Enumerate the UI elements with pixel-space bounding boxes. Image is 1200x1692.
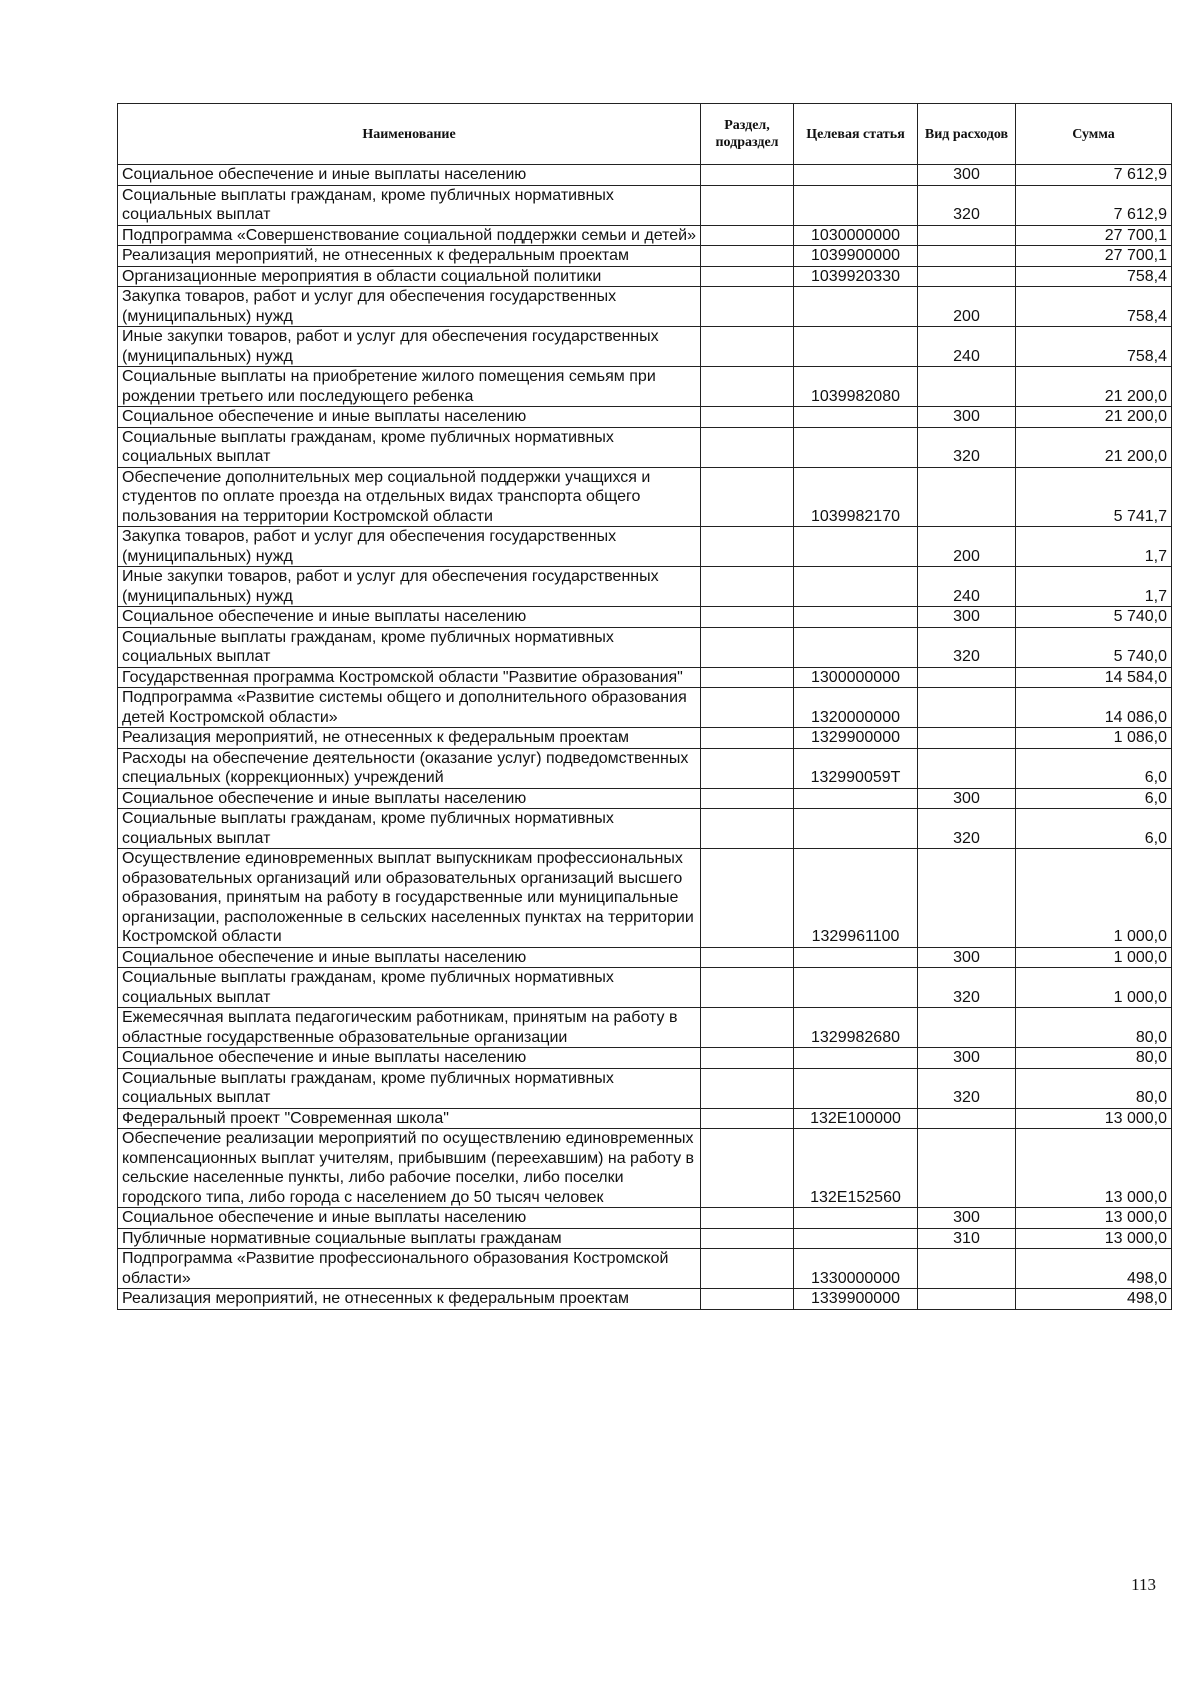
cell-name: Подпрограмма «Развитие профессионального образования Костромской области»: [118, 1249, 701, 1289]
cell-article: 1329982680: [794, 1008, 918, 1048]
table-row: [118, 688, 1172, 728]
table-row: [118, 407, 1172, 428]
cell-kind: [918, 266, 1016, 287]
table-row: [118, 1068, 1172, 1108]
cell-section: [701, 1228, 794, 1249]
cell-kind: [918, 1108, 1016, 1129]
cell-kind: [918, 1249, 1016, 1289]
cell-kind: 300: [918, 947, 1016, 968]
cell-section: [701, 667, 794, 688]
cell-kind: 300: [918, 407, 1016, 428]
cell-name: Реализация мероприятий, не отнесенных к федеральным проектам: [118, 728, 701, 749]
cell-article: 132Е152560: [794, 1129, 918, 1208]
table-row: [118, 1008, 1172, 1048]
cell-sum: 1 000,0: [1016, 968, 1172, 1008]
cell-name: Иные закупки товаров, работ и услуг для обеспечения государственных (муниципальных) нужд: [118, 567, 701, 607]
cell-sum: 80,0: [1016, 1068, 1172, 1108]
cell-section: [701, 246, 794, 267]
cell-section: [701, 627, 794, 667]
cell-sum: 1 086,0: [1016, 728, 1172, 749]
cell-sum: 13 000,0: [1016, 1228, 1172, 1249]
cell-sum: 6,0: [1016, 809, 1172, 849]
cell-name: Социальное обеспечение и иные выплаты населению: [118, 407, 701, 428]
cell-sum: 7 612,9: [1016, 185, 1172, 225]
cell-name: Социальное обеспечение и иные выплаты населению: [118, 947, 701, 968]
table-row: [118, 225, 1172, 246]
cell-sum: 13 000,0: [1016, 1208, 1172, 1229]
cell-sum: 6,0: [1016, 788, 1172, 809]
cell-section: [701, 1008, 794, 1048]
header-sum: Сумма: [1016, 104, 1172, 165]
cell-section: [701, 225, 794, 246]
cell-name: Социальное обеспечение и иные выплаты населению: [118, 788, 701, 809]
cell-kind: 320: [918, 1068, 1016, 1108]
cell-article: [794, 165, 918, 186]
table-row: [118, 467, 1172, 527]
table-row: [118, 287, 1172, 327]
cell-article: 1039982170: [794, 467, 918, 527]
cell-section: [701, 748, 794, 788]
table-row: [118, 1249, 1172, 1289]
cell-name: Публичные нормативные социальные выплаты гражданам: [118, 1228, 701, 1249]
cell-section: [701, 688, 794, 728]
cell-name: Подпрограмма «Совершенствование социальной поддержки семьи и детей»: [118, 225, 701, 246]
cell-kind: 240: [918, 567, 1016, 607]
cell-section: [701, 427, 794, 467]
table-row: [118, 728, 1172, 749]
cell-kind: 240: [918, 327, 1016, 367]
cell-section: [701, 788, 794, 809]
cell-section: [701, 527, 794, 567]
cell-sum: 13 000,0: [1016, 1108, 1172, 1129]
cell-sum: 13 000,0: [1016, 1129, 1172, 1208]
cell-sum: 80,0: [1016, 1048, 1172, 1069]
cell-name: Организационные мероприятия в области социальной политики: [118, 266, 701, 287]
cell-kind: 320: [918, 809, 1016, 849]
cell-name: Социальные выплаты гражданам, кроме публичных нормативных социальных выплат: [118, 809, 701, 849]
cell-article: [794, 788, 918, 809]
table-row: [118, 1208, 1172, 1229]
cell-kind: [918, 667, 1016, 688]
cell-article: 132Е100000: [794, 1108, 918, 1129]
cell-kind: 310: [918, 1228, 1016, 1249]
cell-name: Социальные выплаты гражданам, кроме публичных нормативных социальных выплат: [118, 627, 701, 667]
cell-name: Социальные выплаты гражданам, кроме публичных нормативных социальных выплат: [118, 968, 701, 1008]
table-row: [118, 427, 1172, 467]
cell-name: Социальное обеспечение и иные выплаты населению: [118, 165, 701, 186]
cell-kind: 300: [918, 607, 1016, 628]
page-number: 113: [1131, 1575, 1156, 1594]
cell-sum: 758,4: [1016, 327, 1172, 367]
cell-kind: 300: [918, 165, 1016, 186]
cell-article: 1039920330: [794, 266, 918, 287]
table-row: [118, 667, 1172, 688]
cell-name: Реализация мероприятий, не отнесенных к федеральным проектам: [118, 246, 701, 267]
table-row: [118, 607, 1172, 628]
cell-name: Закупка товаров, работ и услуг для обеспечения государственных (муниципальных) нужд: [118, 527, 701, 567]
table-row: [118, 788, 1172, 809]
cell-article: [794, 1228, 918, 1249]
cell-kind: [918, 246, 1016, 267]
cell-name: Социальные выплаты на приобретение жилого помещения семьям при рождении третьего или последующего ребенка: [118, 367, 701, 407]
cell-article: [794, 607, 918, 628]
cell-kind: [918, 467, 1016, 527]
cell-sum: 5 741,7: [1016, 467, 1172, 527]
cell-kind: 320: [918, 627, 1016, 667]
cell-section: [701, 849, 794, 948]
table-row: [118, 185, 1172, 225]
cell-sum: 27 700,1: [1016, 225, 1172, 246]
table-row: [118, 246, 1172, 267]
cell-section: [701, 809, 794, 849]
table-row: [118, 947, 1172, 968]
cell-name: Социальные выплаты гражданам, кроме публичных нормативных социальных выплат: [118, 427, 701, 467]
cell-kind: 320: [918, 185, 1016, 225]
cell-kind: 300: [918, 788, 1016, 809]
cell-section: [701, 1249, 794, 1289]
cell-article: 1030000000: [794, 225, 918, 246]
cell-article: 1300000000: [794, 667, 918, 688]
cell-section: [701, 467, 794, 527]
cell-name: Иные закупки товаров, работ и услуг для обеспечения государственных (муниципальных) нужд: [118, 327, 701, 367]
cell-kind: 300: [918, 1208, 1016, 1229]
table-row: [118, 748, 1172, 788]
table-row: [118, 809, 1172, 849]
cell-sum: 498,0: [1016, 1249, 1172, 1289]
cell-article: [794, 327, 918, 367]
cell-article: [794, 567, 918, 607]
cell-kind: [918, 1129, 1016, 1208]
cell-name: Социальное обеспечение и иные выплаты населению: [118, 1208, 701, 1229]
cell-name: Государственная программа Костромской области "Развитие образования": [118, 667, 701, 688]
cell-kind: [918, 367, 1016, 407]
cell-section: [701, 968, 794, 1008]
cell-article: [794, 427, 918, 467]
table-row: [118, 266, 1172, 287]
table-row: [118, 367, 1172, 407]
table-row: [118, 968, 1172, 1008]
cell-article: 1039900000: [794, 246, 918, 267]
table-row: [118, 849, 1172, 948]
header-name: Наименование: [118, 104, 701, 165]
cell-section: [701, 367, 794, 407]
cell-name: Осуществление единовременных выплат выпускникам профессиональных образовательных организаций или образовательных организаций высшего образования, принятым на работу в государственные или муниципальные организации, расположенные в сельских населенных пунктах на территории Костромской области: [118, 849, 701, 948]
cell-kind: [918, 1289, 1016, 1310]
table-row: [118, 627, 1172, 667]
cell-section: [701, 1048, 794, 1069]
cell-section: [701, 287, 794, 327]
header-article: Целевая статья: [794, 104, 918, 165]
cell-section: [701, 1289, 794, 1310]
cell-section: [701, 1068, 794, 1108]
cell-section: [701, 728, 794, 749]
cell-sum: 758,4: [1016, 287, 1172, 327]
cell-article: 1330000000: [794, 1249, 918, 1289]
cell-sum: 758,4: [1016, 266, 1172, 287]
cell-article: [794, 947, 918, 968]
cell-kind: [918, 849, 1016, 948]
cell-kind: [918, 748, 1016, 788]
table-row: [118, 1228, 1172, 1249]
cell-section: [701, 1208, 794, 1229]
header-kind: Вид расходов: [918, 104, 1016, 165]
cell-sum: 498,0: [1016, 1289, 1172, 1310]
table-row: [118, 1108, 1172, 1129]
budget-table: [117, 103, 1172, 1310]
cell-sum: 5 740,0: [1016, 607, 1172, 628]
cell-name: Закупка товаров, работ и услуг для обеспечения государственных (муниципальных) нужд: [118, 287, 701, 327]
header-section: Раздел, подраздел: [701, 104, 794, 165]
cell-kind: 320: [918, 968, 1016, 1008]
cell-article: [794, 968, 918, 1008]
cell-name: Федеральный проект "Современная школа": [118, 1108, 701, 1129]
cell-sum: 1 000,0: [1016, 849, 1172, 948]
cell-name: Социальное обеспечение и иные выплаты населению: [118, 1048, 701, 1069]
cell-article: 132990059Т: [794, 748, 918, 788]
table-body: [118, 165, 1172, 1310]
cell-kind: [918, 688, 1016, 728]
document-page: [117, 103, 1171, 1310]
cell-sum: 27 700,1: [1016, 246, 1172, 267]
cell-section: [701, 327, 794, 367]
cell-kind: [918, 225, 1016, 246]
table-row: [118, 1289, 1172, 1310]
cell-kind: 200: [918, 287, 1016, 327]
table-row: [118, 567, 1172, 607]
table-row: [118, 527, 1172, 567]
cell-section: [701, 407, 794, 428]
cell-article: 1329961100: [794, 849, 918, 948]
cell-section: [701, 567, 794, 607]
cell-name: Социальное обеспечение и иные выплаты населению: [118, 607, 701, 628]
cell-section: [701, 947, 794, 968]
cell-article: [794, 1068, 918, 1108]
cell-sum: 80,0: [1016, 1008, 1172, 1048]
cell-sum: 14 584,0: [1016, 667, 1172, 688]
cell-section: [701, 266, 794, 287]
cell-name: Социальные выплаты гражданам, кроме публичных нормативных социальных выплат: [118, 1068, 701, 1108]
cell-article: [794, 407, 918, 428]
cell-sum: 5 740,0: [1016, 627, 1172, 667]
cell-article: 1329900000: [794, 728, 918, 749]
cell-sum: 1,7: [1016, 567, 1172, 607]
cell-article: 1339900000: [794, 1289, 918, 1310]
cell-sum: 1 000,0: [1016, 947, 1172, 968]
cell-sum: 21 200,0: [1016, 407, 1172, 428]
table-row: [118, 327, 1172, 367]
cell-article: [794, 287, 918, 327]
cell-name: Подпрограмма «Развитие системы общего и дополнительного образования детей Костромской области»: [118, 688, 701, 728]
cell-name: Социальные выплаты гражданам, кроме публичных нормативных социальных выплат: [118, 185, 701, 225]
cell-name: Обеспечение реализации мероприятий по осуществлению единовременных компенсационных выплат учителям, прибывшим (переехавшим) на работу в сельские населенные пункты, либо рабочие поселки, либо поселки городского типа, либо города с населением до 50 тысяч человек: [118, 1129, 701, 1208]
cell-article: 1320000000: [794, 688, 918, 728]
cell-article: [794, 1208, 918, 1229]
cell-article: [794, 527, 918, 567]
cell-kind: 200: [918, 527, 1016, 567]
cell-kind: 320: [918, 427, 1016, 467]
cell-name: Расходы на обеспечение деятельности (оказание услуг) подведомственных специальных (коррекционных) учреждений: [118, 748, 701, 788]
cell-sum: 1,7: [1016, 527, 1172, 567]
cell-name: Ежемесячная выплата педагогическим работникам, принятым на работу в областные государственные образовательные организации: [118, 1008, 701, 1048]
cell-sum: 6,0: [1016, 748, 1172, 788]
cell-article: [794, 1048, 918, 1069]
cell-sum: 7 612,9: [1016, 165, 1172, 186]
table-row: [118, 1129, 1172, 1208]
cell-sum: 21 200,0: [1016, 427, 1172, 467]
table-row: [118, 165, 1172, 186]
cell-name: Обеспечение дополнительных мер социальной поддержки учащихся и студентов по оплате проезда на отдельных видах транспорта общего пользования на территории Костромской области: [118, 467, 701, 527]
cell-kind: [918, 728, 1016, 749]
cell-article: [794, 185, 918, 225]
cell-section: [701, 1129, 794, 1208]
cell-section: [701, 185, 794, 225]
cell-section: [701, 165, 794, 186]
cell-kind: 300: [918, 1048, 1016, 1069]
cell-kind: [918, 1008, 1016, 1048]
table-header-row: [118, 104, 1172, 165]
cell-article: [794, 627, 918, 667]
cell-article: [794, 809, 918, 849]
cell-sum: 21 200,0: [1016, 367, 1172, 407]
cell-section: [701, 607, 794, 628]
cell-section: [701, 1108, 794, 1129]
cell-name: Реализация мероприятий, не отнесенных к федеральным проектам: [118, 1289, 701, 1310]
cell-article: 1039982080: [794, 367, 918, 407]
cell-sum: 14 086,0: [1016, 688, 1172, 728]
table-row: [118, 1048, 1172, 1069]
